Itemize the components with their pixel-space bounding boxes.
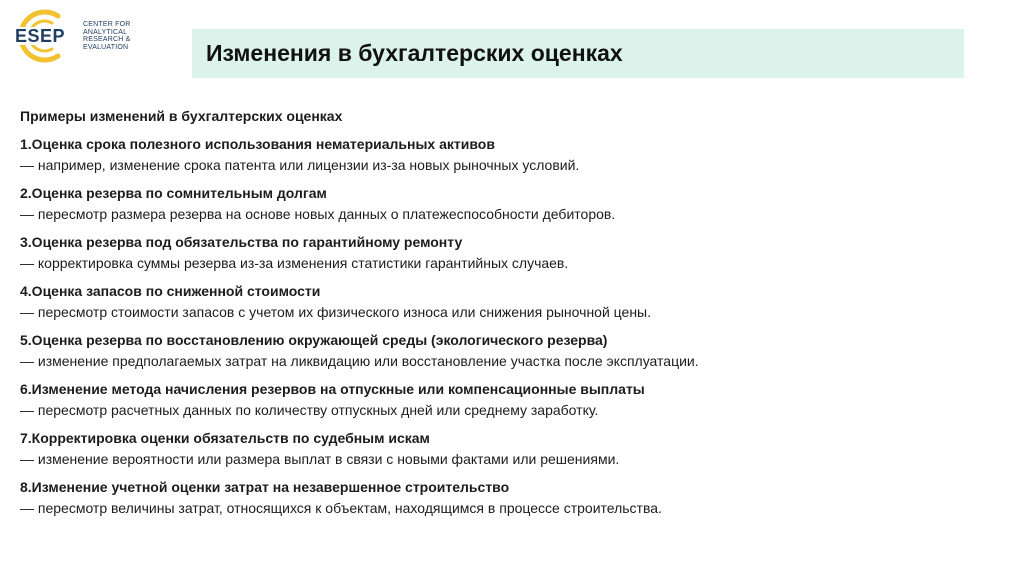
list-item-description: — пересмотр расчетных данных по количеству отпускных дней или среднему заработку. <box>20 402 599 418</box>
list-item <box>20 234 1000 272</box>
esep-logo <box>12 6 172 66</box>
logo-caption-line: EVALUATION <box>83 43 129 51</box>
logo-caption-line: RESEARCH & <box>83 36 131 44</box>
logo-caption-line: ANALYTICAL <box>83 28 128 36</box>
list-item-description: — корректировка суммы резерва из-за изменения статистики гарантийных случаев. <box>20 255 569 271</box>
list-item-heading: 3.Оценка резерва под обязательства по гарантийному ремонту <box>20 234 463 250</box>
list-item-heading: 5.Оценка резерва по восстановлению окружающей среды (экологического резерва) <box>20 332 608 348</box>
title-band <box>192 29 964 78</box>
list-item-heading: 2.Оценка резерва по сомнительным долгам <box>20 185 327 201</box>
list-item-description: — изменение предполагаемых затрат на ликвидацию или восстановление участка после эксплуатации. <box>20 353 699 369</box>
logo-caption <box>83 21 163 51</box>
list-item <box>20 332 1000 370</box>
list-item-description: — изменение вероятности или размера выплат в связи с новыми фактами или решениями. <box>20 451 620 467</box>
list-item <box>20 136 1000 174</box>
list-item-description: — пересмотр стоимости запасов с учетом их физического износа или снижения рыночной цены. <box>20 304 651 320</box>
list-item-description: — пересмотр размера резерва на основе новых данных о платежеспособности дебиторов. <box>20 206 616 222</box>
list-item-heading: 8.Изменение учетной оценки затрат на незавершенное строительство <box>20 479 510 495</box>
logo-caption-line: CENTER FOR <box>83 21 131 28</box>
content-body <box>20 108 1000 528</box>
list-item <box>20 185 1000 223</box>
list-item <box>20 381 1000 419</box>
list-item-heading: 6.Изменение метода начисления резервов на отпускные или компенсационные выплаты <box>20 381 645 397</box>
esep-logo-mark <box>12 6 82 66</box>
list-item <box>20 283 1000 321</box>
page-title: Изменения в бухгалтерских оценках <box>206 40 623 66</box>
list-item-heading: 1.Оценка срока полезного использования нематериальных активов <box>20 136 495 152</box>
list-item-description: — например, изменение срока патента или лицензии из-за новых рыночных условий. <box>20 157 580 173</box>
list-item-description: — пересмотр величины затрат, относящихся к объектам, находящимся в процессе строительства. <box>20 500 662 516</box>
section-subtitle: Примеры изменений в бухгалтерских оценках <box>20 108 343 124</box>
list-item <box>20 479 1000 517</box>
list-item-heading: 4.Оценка запасов по сниженной стоимости <box>20 283 321 299</box>
list-item <box>20 430 1000 468</box>
list-item-heading: 7.Корректировка оценки обязательств по судебным искам <box>20 430 430 446</box>
logo-brand-text: ESEP <box>15 26 66 46</box>
